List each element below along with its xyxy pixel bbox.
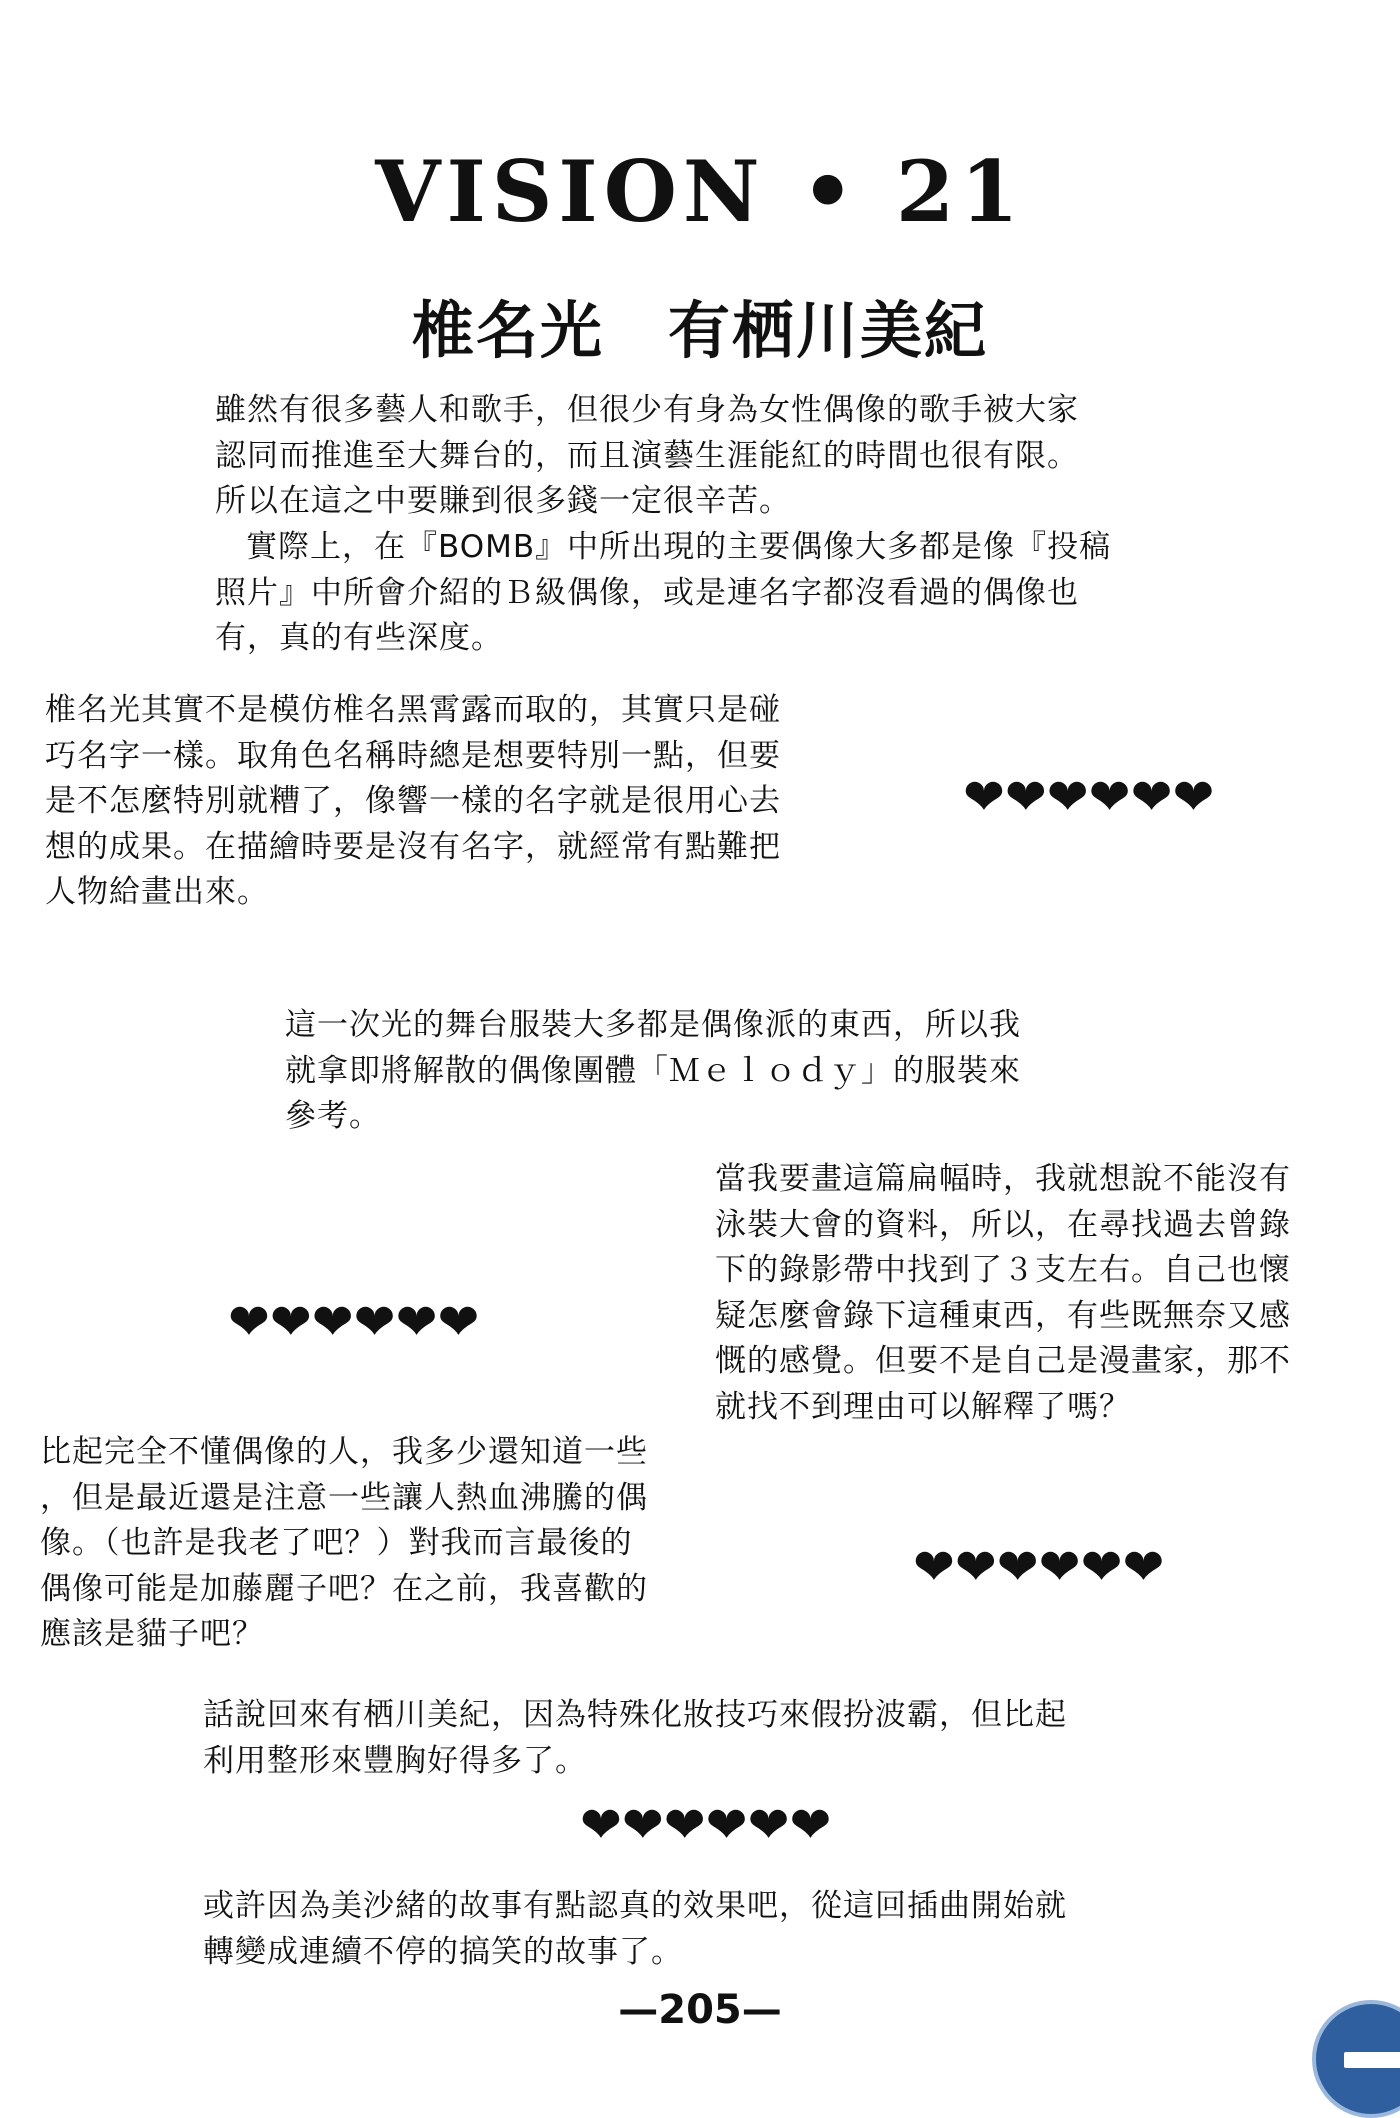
- minus-icon: [1344, 2052, 1400, 2068]
- paragraph-costume: 這一次光的舞台服裝大多都是偶像派的東西，所以我 就拿即將解散的偶像團體「Ｍｅｌｏｄｙ」的服裝來 參考。: [285, 1007, 1021, 1134]
- paragraph-intro: 雖然有很多藝人和歌手，但很少有身為女性偶像的歌手被大家 認同而推進至大舞台的，而且演藝生涯能紅的時間也很有限。 所以在這之中要賺到很多錢一定很辛苦。: [215, 392, 1079, 519]
- paragraph-idols: 比起完全不懂偶像的人，我多少還知道一些 ，但是最近還是注意一些讓人熱血沸騰的偶 像。（也許是我老了吧？）對我而言最後的 偶像可能是加藤麗子吧？在之前，我喜歡的 應該是貓子吧？: [40, 1434, 648, 1652]
- page-number: —205—: [618, 1987, 782, 2033]
- paragraph-shiina-name: 椎名光其實不是模仿椎名黑霄露而取的，其實只是碰 巧名字一樣。取角色名稱時總是想要特別一點，但要 是不怎麼特別就糟了，像響一樣的名字就是很用心去 想的成果。在描繪時要是沒有名字，就經常有點難把 人物給畫出來。: [45, 692, 781, 910]
- paragraph-arisugawa: 話說回來有栖川美紀，因為特殊化妝技巧來假扮波霸，但比起 利用整形來豐胸好得多了。: [203, 1697, 1067, 1779]
- paragraph-bomb: 實際上，在『BOMB』中所出現的主要偶像大多都是像『投稿 照片』中所會介紹的Ｂ級偶像，或是連名字都沒看過的偶像也 有，真的有些深度。: [215, 529, 1112, 656]
- heart-separator-1: ❤❤❤❤❤❤: [963, 768, 1215, 826]
- chapter-title: VISION • 21: [375, 142, 1025, 241]
- heart-separator-3: ❤❤❤❤❤❤: [913, 1538, 1165, 1596]
- heart-separator-2: ❤❤❤❤❤❤: [228, 1293, 480, 1351]
- heart-separator-4: ❤❤❤❤❤❤: [580, 1796, 832, 1854]
- chapter-subtitle: 椎名光 有栖川美紀: [411, 294, 988, 367]
- paragraph-misao: 或許因為美沙緒的故事有點認真的效果吧，從這回插曲開始就 轉變成連續不停的搞笑的故事了。: [203, 1888, 1067, 1970]
- paragraph-swimsuit: 當我要畫這篇扁幅時，我就想說不能沒有 泳裝大會的資料，所以，在尋找過去曾錄 下的錄影帶中找到了３支左右。自己也懷 疑怎麼會錄下這種東西，有些既無奈又感 慨的感覺。但要不是自己是漫畫家，那不 就找不到理由可以解釋了嗎？: [715, 1161, 1291, 1425]
